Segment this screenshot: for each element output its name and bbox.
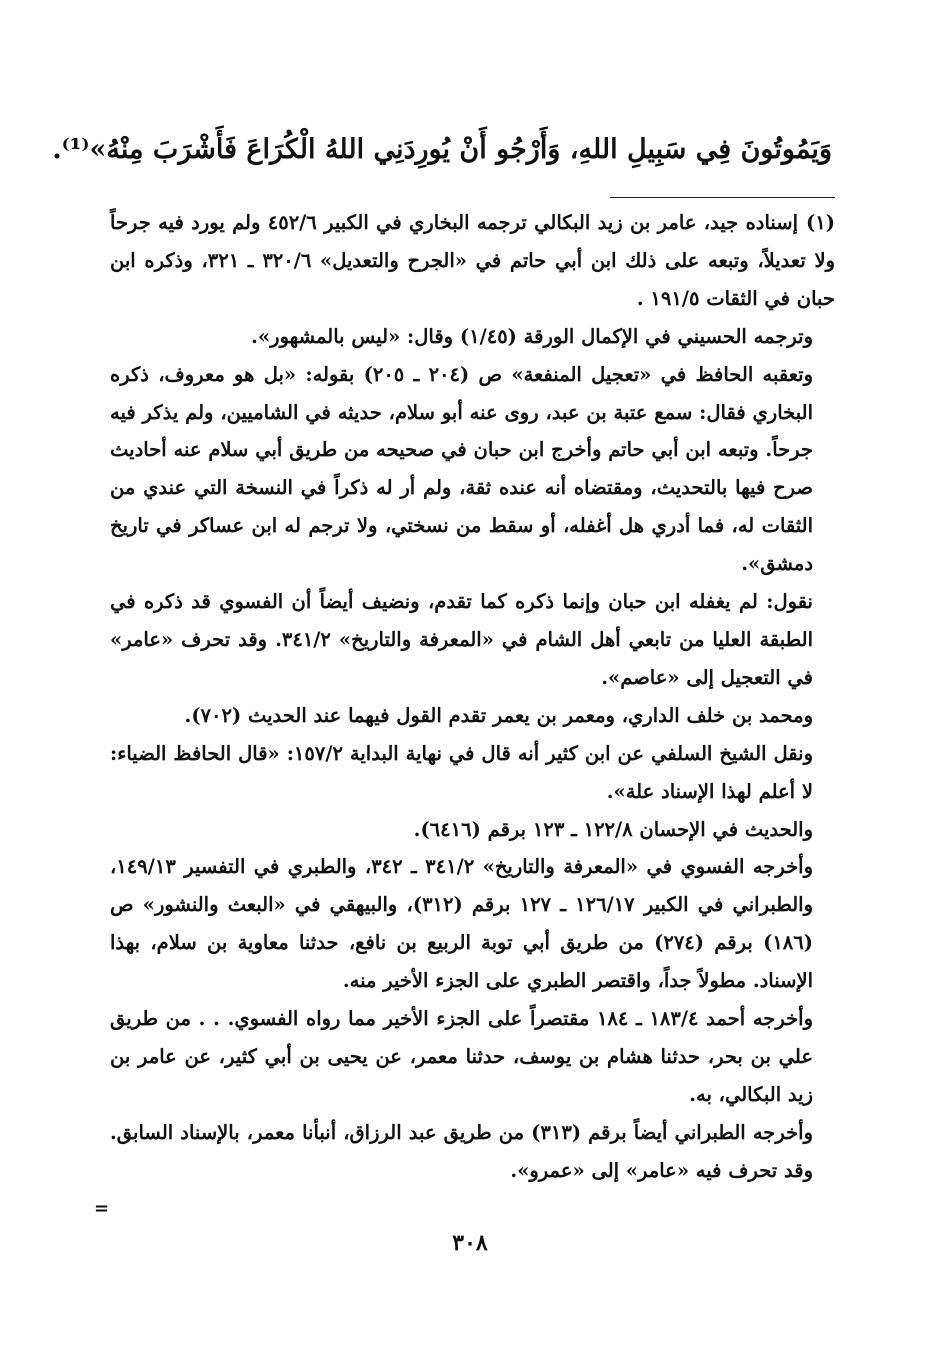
footnote-paragraph: ونقل الشيخ السلفي عن ابن كثير أنه قال في نهاية البداية ١٥٧/٢: «قال الحافظ الضياء: لا أعلم لهذا الإسناد علة».: [110, 741, 813, 803]
footnote-paragraph: وأخرجه أحمد ١٨٣/٤ ـ ١٨٤ مقتصراً على الجزء الأخير مما رواه الفسوي. . . من طريق علي بن بحر، حدثنا هشام بن يوسف، حدثنا معمر، عن يحيى بن أبي كثير، عن عامر بن زيد البكالي، به.: [110, 1007, 813, 1106]
continuation-mark: =: [94, 1198, 110, 1219]
footnote-paragraph: نقول: لم يغفله ابن حبان وإنما ذكره كما تقدم، ونضيف أيضاً أن الفسوي قد ذكره في الطبقة العليا من تابعي أهل الشام في «المعرفة والتاريخ» ٣٤١/٢. وقد تحرف «عامر» في التعجيل إلى «عاصم».: [110, 590, 813, 689]
footnote-text: إسناده جيد، عامر بن زيد البكالي ترجمه البخاري في الكبير ٤٥٢/٦ ولم يورد فيه جرحاً ولا تعديلاً، وتبعه على ذلك ابن أبي حاتم في «الجرح والتعديل» ٣٢٠/٦ ـ ٣٢١، وذكره ابن حبان في الثقات ١٩١/٥ .: [110, 211, 835, 310]
footnote-paragraph: والحديث في الإحسان ١٢٢/٨ ـ ١٢٣ برقم (٦٤١٦).: [413, 817, 813, 841]
footnote-paragraph: [110, 204, 835, 318]
footnote-paragraph: وأخرجه الفسوي في «المعرفة والتاريخ» ٣٤١/٢ ـ ٣٤٢، والطبري في التفسير ١٤٩/١٣، والطبراني في الكبير ١٢٦/١٧ ـ ١٢٧ برقم (٣١٢)، والبيهقي في «البعث والنشور» ص (١٨٦) برقم (٢٧٤) من طريق أبي توبة الربيع بن نافع، حدثنا معاوية بن سلام، بهذا الإسناد. مطولاً جداً، واقتصر الطبري على الجزء الأخير منه.: [110, 855, 814, 993]
footnote-paragraph: وأخرجه الطبراني أيضاً برقم (٣١٣) من طريق عبد الرزاق، أنبأنا معمر، بالإسناد السابق. وقد تحرف فيه «عامر» إلى «عمرو».: [110, 1120, 813, 1182]
footnotes: [110, 204, 835, 1190]
footnote-separator: [610, 197, 835, 198]
footnote-paragraph: ومحمد بن خلف الداري، ومعمر بن يعمر تقدم القول فيهما عند الحديث (٧٠٢).: [184, 703, 813, 727]
page-number: ٣٠٨: [452, 1230, 488, 1256]
footnote-paragraph: وترجمه الحسيني في الإكمال الورقة (١/٤٥) وقال: «ليس بالمشهور».: [251, 324, 813, 348]
hadith-text: وَيَمُوتُونَ فِي سَبِيلِ اللهِ، وَأَرْجُو أَنْ يُورِدَنِي اللهُ الْكُرَاعَ فَأَشْرَبَ مِنْهُ»⁽¹⁾.: [52, 134, 832, 165]
footnote-number: (١): [806, 211, 835, 234]
footnote-paragraph: وتعقبه الحافظ في «تعجيل المنفعة» ص (٢٠٤ ـ ٢٠٥) بقوله: «بل هو معروف، ذكره البخاري فقال: سمع عتبة بن عبد، روى عنه أبو سلام، حديثه في الشاميين، ولم يذكر فيه جرحاً. وتبعه ابن أبي حاتم وأخرج ابن حبان في صحيحه من طريق أبي سلام عنه أحاديث صرح فيها بالتحديث، ومقتضاه أنه عنده ثقة، ولم أر له ذكراً في النسخة التي عندي من الثقات له، فما أدري هل أغفله، أو سقط من نسختي، ولا ترجم له ابن عساكر في تاريخ دمشق».: [110, 362, 813, 576]
